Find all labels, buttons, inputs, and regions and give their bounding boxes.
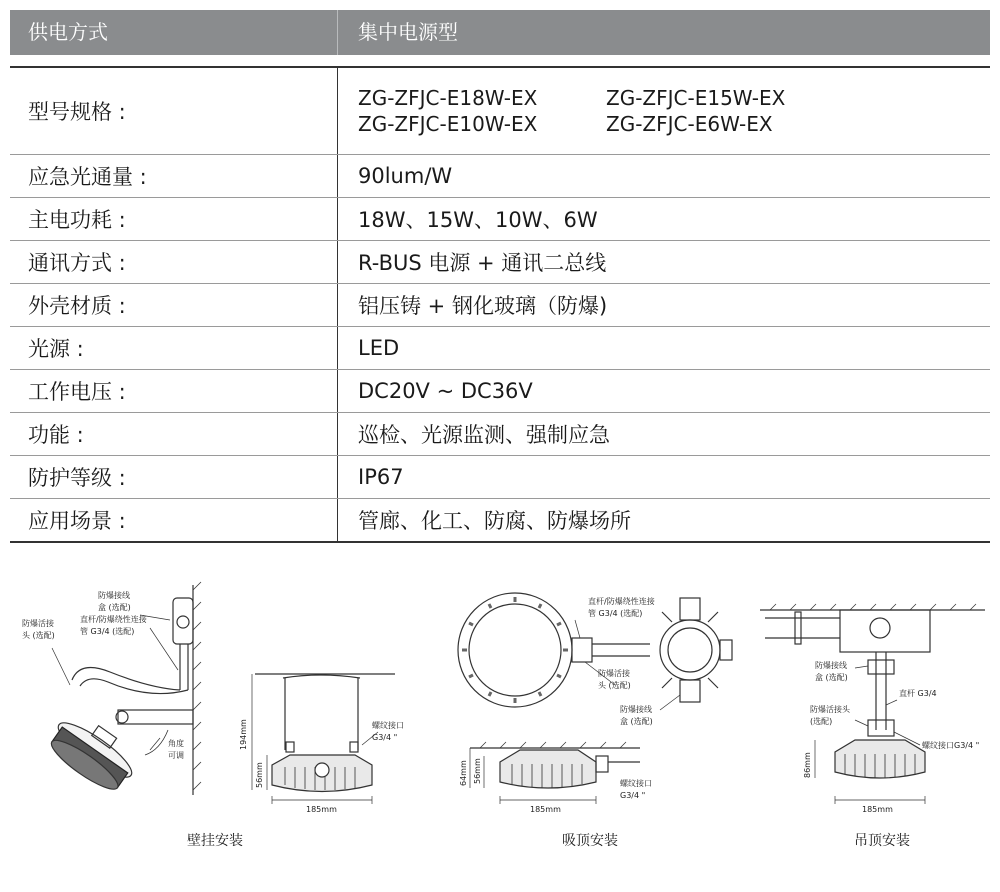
ceiling-thread2: G3/4 "	[620, 791, 646, 800]
spec-label: 型号规格 :	[28, 100, 126, 124]
spec-label: 功能 :	[28, 423, 84, 447]
model-list	[358, 86, 856, 136]
spec-value: R-BUS 电源 + 通讯二总线	[337, 241, 990, 283]
wall-label-pipe2: 管 G3/4 (选配)	[80, 627, 135, 636]
wall-thread2: G3/4 "	[372, 733, 398, 742]
model-item: ZG-ZFJC-E6W-EX	[606, 112, 773, 136]
spec-value: 管廊、化工、防腐、防爆场所	[337, 499, 990, 541]
caption-wall: 壁挂安装	[187, 833, 243, 849]
spec-label: 通讯方式 :	[28, 251, 126, 275]
pendant-label-box: 防爆接线	[815, 661, 847, 670]
model-item: ZG-ZFJC-E10W-EX	[358, 112, 538, 136]
pendant-dim-h: 86mm	[803, 752, 812, 778]
wall-label-box: 防爆接线	[98, 591, 130, 600]
spec-label: 应急光通量 :	[28, 165, 147, 189]
table-row	[10, 327, 990, 370]
spec-value: 铝压铸 + 钢化玻璃（防爆)	[337, 284, 990, 326]
ceiling-label-box: 防爆接线	[620, 705, 652, 714]
spec-label: 光源 :	[28, 337, 84, 361]
ceiling-label-joint2: 头 (选配)	[598, 681, 631, 690]
table-row	[10, 413, 990, 456]
ceiling-side-drawing	[470, 742, 640, 804]
table-row	[10, 456, 990, 499]
pendant-drawing	[760, 604, 985, 804]
wall-dim-w: 185mm	[306, 805, 337, 814]
wall-dim-h2: 56mm	[255, 762, 264, 788]
wall-label-joint2: 头 (选配)	[22, 631, 55, 640]
pendant-label-rod: 直杆 G3/4	[899, 689, 937, 698]
ceiling-label-pipe: 直杆/防爆绕性连接	[588, 597, 655, 606]
spec-label: 防护等级 :	[28, 466, 126, 490]
installation-figures	[0, 560, 1000, 890]
wall-label-angle2: 可调	[168, 751, 184, 760]
wall-label-pipe: 直杆/防爆绕性连接	[80, 615, 147, 624]
wall-label-angle: 角度	[168, 739, 184, 748]
spec-value: 18W、15W、10W、6W	[337, 198, 990, 240]
table-row	[10, 155, 990, 198]
wall-thread: 螺纹接口	[372, 721, 404, 730]
ceiling-dim-h1: 64mm	[459, 760, 468, 786]
table-row	[10, 198, 990, 241]
spec-table	[10, 66, 990, 543]
wall-label-box2: 盒 (选配)	[98, 603, 131, 612]
table-row	[10, 241, 990, 284]
model-item: ZG-ZFJC-E18W-EX	[358, 86, 538, 110]
wall-label-joint: 防爆活接	[22, 619, 54, 628]
pendant-label-box2: 盒 (选配)	[815, 673, 848, 682]
caption-ceiling: 吸顶安装	[562, 833, 618, 849]
table-header	[10, 10, 990, 55]
spec-value: DC20V ~ DC36V	[337, 370, 990, 412]
table-row	[10, 68, 990, 155]
spec-value: 90lum/W	[337, 155, 990, 197]
pendant-dim-w: 185mm	[862, 805, 893, 814]
caption-pendant: 吊顶安装	[854, 833, 910, 849]
table-row	[10, 370, 990, 413]
table-row	[10, 284, 990, 327]
ceiling-label-box2: 盒 (选配)	[620, 717, 653, 726]
pendant-label-joint2: (选配)	[810, 717, 833, 726]
ceiling-dim-w: 185mm	[530, 805, 561, 814]
header-value: 集中电源型	[337, 10, 990, 55]
header-label: 供电方式	[28, 20, 108, 44]
ceiling-thread: 螺纹接口	[620, 779, 652, 788]
spec-label: 工作电压 :	[28, 380, 126, 404]
table-row	[10, 499, 990, 541]
ceiling-label-joint: 防爆活接	[598, 669, 630, 678]
spec-value: IP67	[337, 456, 990, 498]
spec-value: 巡检、光源监测、强制应急	[337, 413, 990, 455]
spec-value: LED	[337, 327, 990, 369]
spec-label: 主电功耗 :	[28, 208, 126, 232]
pendant-label-joint: 防爆活接头	[810, 705, 850, 714]
pendant-thread: 螺纹接口G3/4 "	[922, 741, 980, 750]
ceiling-dim-h2: 56mm	[473, 758, 482, 784]
model-item: ZG-ZFJC-E15W-EX	[606, 86, 786, 110]
spec-label: 外壳材质 :	[28, 294, 126, 318]
spec-label: 应用场景 :	[28, 509, 126, 533]
wall-dim-h1: 194mm	[239, 719, 248, 750]
ceiling-label-pipe2: 管 G3/4 (选配)	[588, 609, 643, 618]
